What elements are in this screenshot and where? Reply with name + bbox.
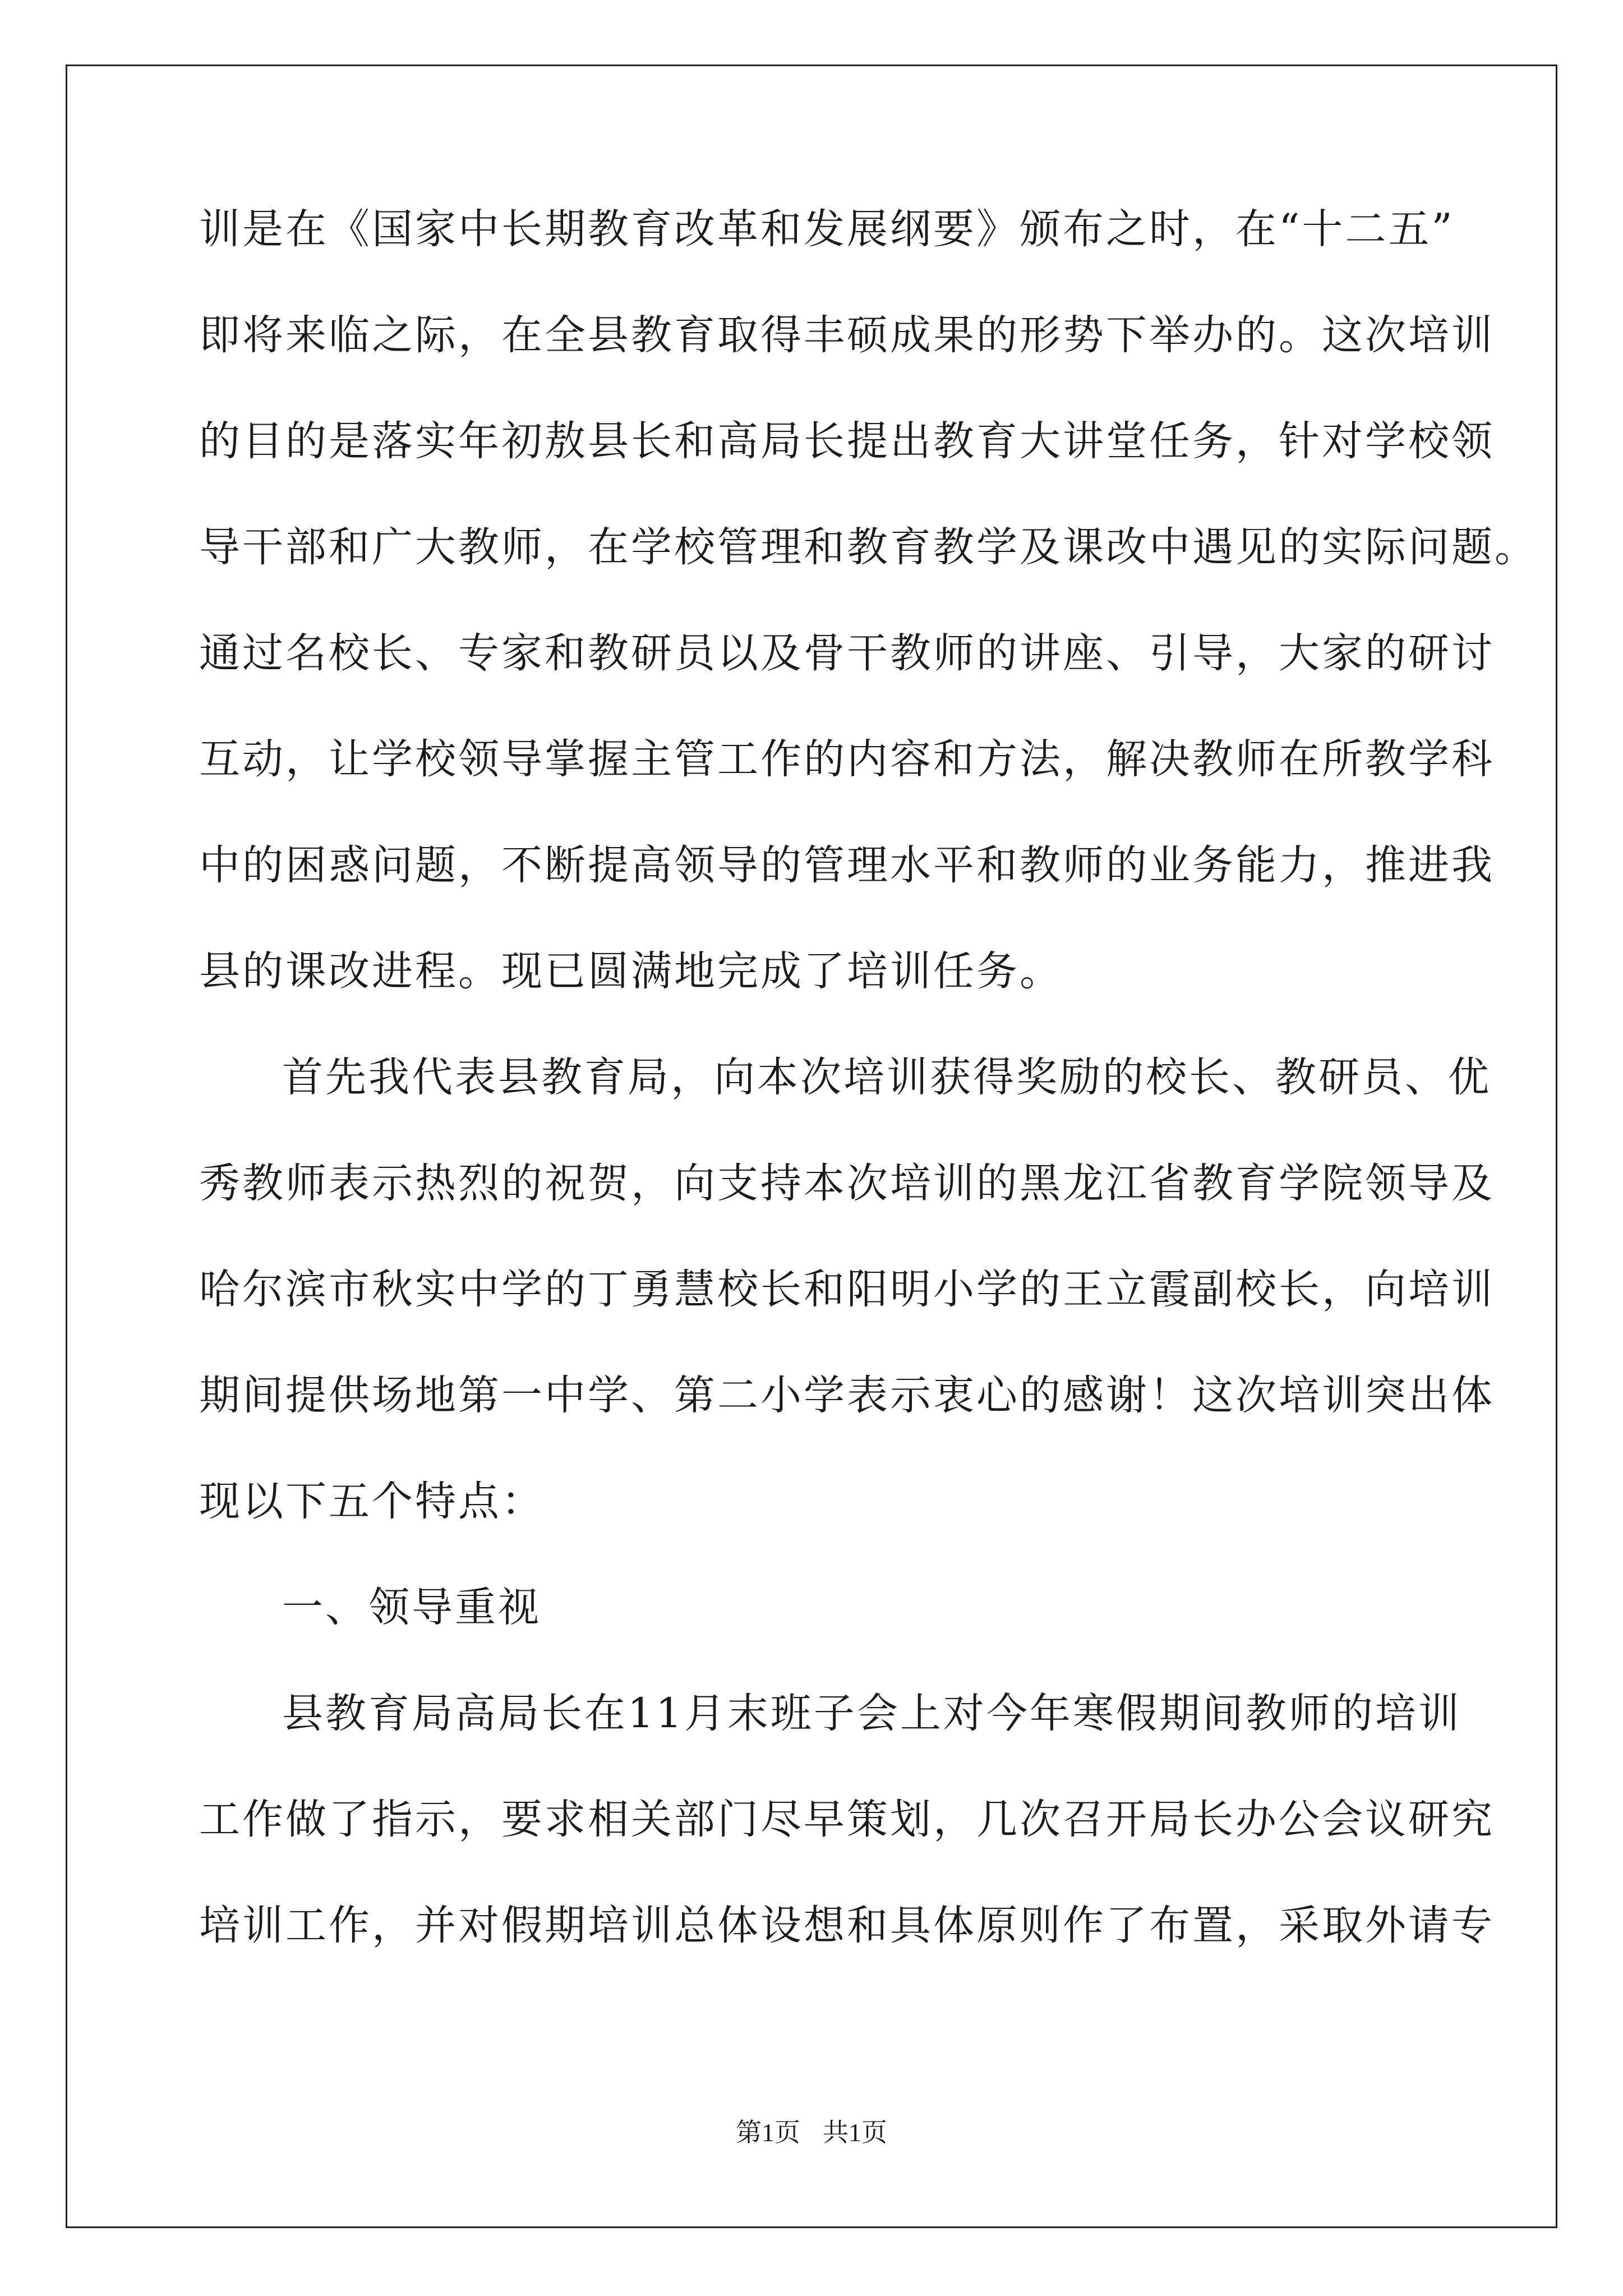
text-line: 县教育局高局长在11月末班子会上对今年寒假期间教师的培训 xyxy=(282,1690,1461,1737)
text-line: 即将来临之际，在全县教育取得丰硕成果的形势下举办的。这次培训 xyxy=(199,311,1495,359)
text-line: 互动，让学校领导掌握主管工作的内容和方法，解决教师在所教学科 xyxy=(199,735,1495,783)
text-line: 中的困惑问题，不断提高领导的管理水平和教师的业务能力，推进我 xyxy=(199,841,1495,889)
page-footer xyxy=(0,2112,1623,2149)
text-line: 一、领导重视 xyxy=(282,1584,541,1631)
text-line: 秀教师表示热烈的祝贺，向支持本次培训的黑龙江省教育学院领导及 xyxy=(199,1159,1495,1207)
page-total: 共1页 xyxy=(823,2118,887,2147)
text-line: 哈尔滨市秋实中学的丁勇慧校长和阳明小学的王立霞副校长，向培训 xyxy=(199,1266,1495,1313)
text-line: 导干部和广大教师，在学校管理和教育教学及课改中遇见的实际问题。 xyxy=(199,523,1538,571)
document-body xyxy=(199,205,1538,2011)
text-line: 工作做了指示，要求相关部门尽早策划，几次召开局长办公会议研究 xyxy=(199,1796,1495,1843)
page-number: 第1页 xyxy=(736,2118,800,2147)
text-line: 首先我代表县教育局，向本次培训获得奖励的校长、教研员、优 xyxy=(282,1053,1491,1101)
text-line: 训是在《国家中长期教育改革和发展纲要》颁布之时，在“十二五” xyxy=(199,205,1455,253)
text-line: 现以下五个特点： xyxy=(199,1478,545,1525)
text-line: 通过名校长、专家和教研员以及骨干教师的讲座、引导，大家的研讨 xyxy=(199,629,1495,677)
text-line: 的目的是落实年初敖县长和高局长提出教育大讲堂任务，针对学校领 xyxy=(199,417,1495,465)
text-line: 县的课改进程。现已圆满地完成了培训任务。 xyxy=(199,947,1063,995)
text-line: 培训工作，并对假期培训总体设想和具体原则作了布置，采取外请专 xyxy=(199,1902,1495,1949)
text-line: 期间提供场地第一中学、第二小学表示衷心的感谢！这次培训突出体 xyxy=(199,1372,1495,1419)
